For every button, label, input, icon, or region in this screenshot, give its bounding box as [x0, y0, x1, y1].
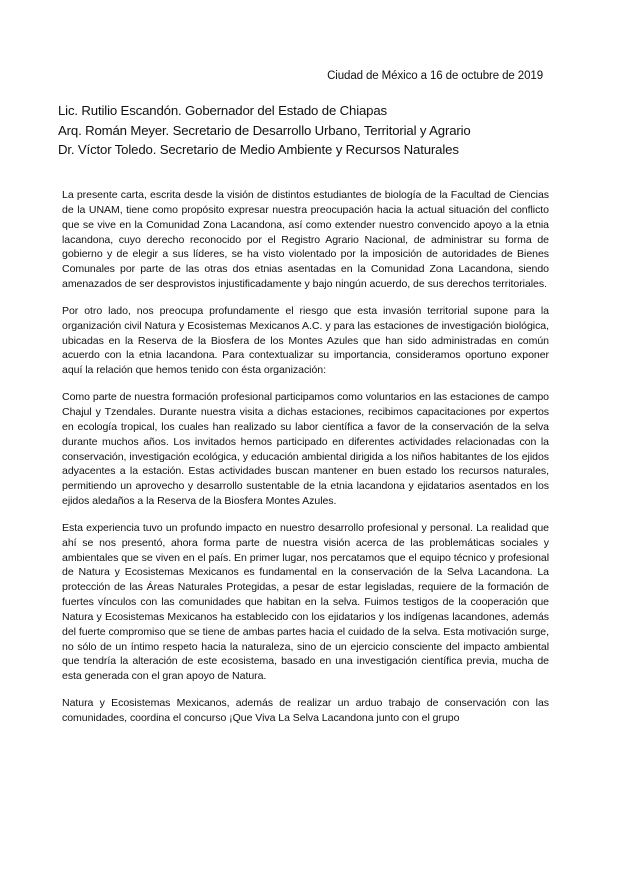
recipient-semarnat-secretary: Dr. Víctor Toledo. Secretario de Medio Ambiente y Recursos Naturales [58, 142, 459, 157]
paragraph-natura-contest: Natura y Ecosistemas Mexicanos, además de realizar un arduo trabajo de conservación con las comunidades, coordina el concurso ¡Que Viva La Selva Lacandona junto con el grupo [62, 697, 549, 724]
letter-date: Ciudad de México a 16 de octubre de 2019 [327, 70, 543, 82]
recipient-governor: Lic. Rutilio Escandón. Gobernador del Estado de Chiapas [58, 103, 387, 118]
recipients-block [58, 101, 558, 160]
paragraph-volunteering: Como parte de nuestra formación profesional participamos como voluntarios en las estaciones de campo Chajul y Tzendales. Durante nuestra visita a dichas estaciones, recibimos capacitaciones por expertos en ecología tropical, los cuales han realizado su labor científica a favor de la conservación de la selva durante muchos años. Los invitados hemos participado en diferentes actividades relacionadas con la conservación, investigación ecológica, y educación ambiental dirigida a los niños habitantes de los ejidos adyacentes a la estación. Estas actividades buscan mantener en buen estado los recursos naturales, permitiendo un aprovecho y desarrollo sustentable de la etnia lacandona y ejidatarios asentados en los ejidos aledaños a la Reserva de la Biosfera Montes Azules. [62, 391, 549, 508]
paragraph-experience: Esta experiencia tuvo un profundo impacto en nuestro desarrollo profesional y personal. La realidad que ahí se nos presentó, ahora forma parte de nuestra visión acerca de las problemáticas sociales y ambientales que se viven en el país. En primer lugar, nos percatamos que el equipo técnico y profesional de Natura y Ecosistemas Mexicanos es fundamental en la conservación de la Selva Lacandona. La protección de las Áreas Naturales Protegidas, a pesar de estar legisladas, requiere de la formación de fuertes vínculos con las comunidades que habitan en la selva. Fuimos testigos de la cooperación que Natura y Ecosistemas Mexicanos ha establecido con los ejidatarios y los indígenas lacandones, además del fuerte compromiso que se tiene de ambas partes hacia el cuidado de la selva. Esta motivación surge, no sólo de un íntimo respeto hacia la naturaleza, sino de un ejercicio consciente del impacto ambiental que tendría la alteración de este ecosistema, basado en una investigación científica previa, mucha de esta generada con el gran apoyo de Natura. [62, 521, 549, 683]
recipient-sedatu-secretary: Arq. Román Meyer. Secretario de Desarrollo Urbano, Territorial y Agrario [58, 122, 471, 138]
paragraph-concern: Por otro lado, nos preocupa profundamente el riesgo que esta invasión territorial supone para la organización civil Natura y Ecosistemas Mexicanos A.C. y para las estaciones de investigación biológica, ubicadas en la Reserva de la Biosfera de los Montes Azules que han sido administradas en común acuerdo con la etnia lacandona. Para contextualizar su importancia, consideramos oportuno exponer aquí la relación que hemos tenido con ésta organización: [62, 304, 549, 377]
paragraph-purpose: La presente carta, escrita desde la visión de distintos estudiantes de biología de la Facultad de Ciencias de la UNAM, tiene como propósito expresar nuestra preocupación hacia la actual situación del conflicto que se vive en la Comunidad Zona Lacandona, así como extender nuestro convencido apoyo a la etnia lacandona, cuyo derecho reconocido por el Registro Agrario Nacional, de administrar su forma de gobierno y de elegir a sus líderes, se ha visto violentado por la imposición de autoridades de Bienes Comunales por parte de las otras dos etnias asentadas en la Comunidad Zona Lacandona, siendo amenazados de ser desprovistos injustificadamente y bajo ningún acuerdo, de sus derechos territoriales. [62, 189, 549, 291]
letter-body [62, 188, 549, 726]
